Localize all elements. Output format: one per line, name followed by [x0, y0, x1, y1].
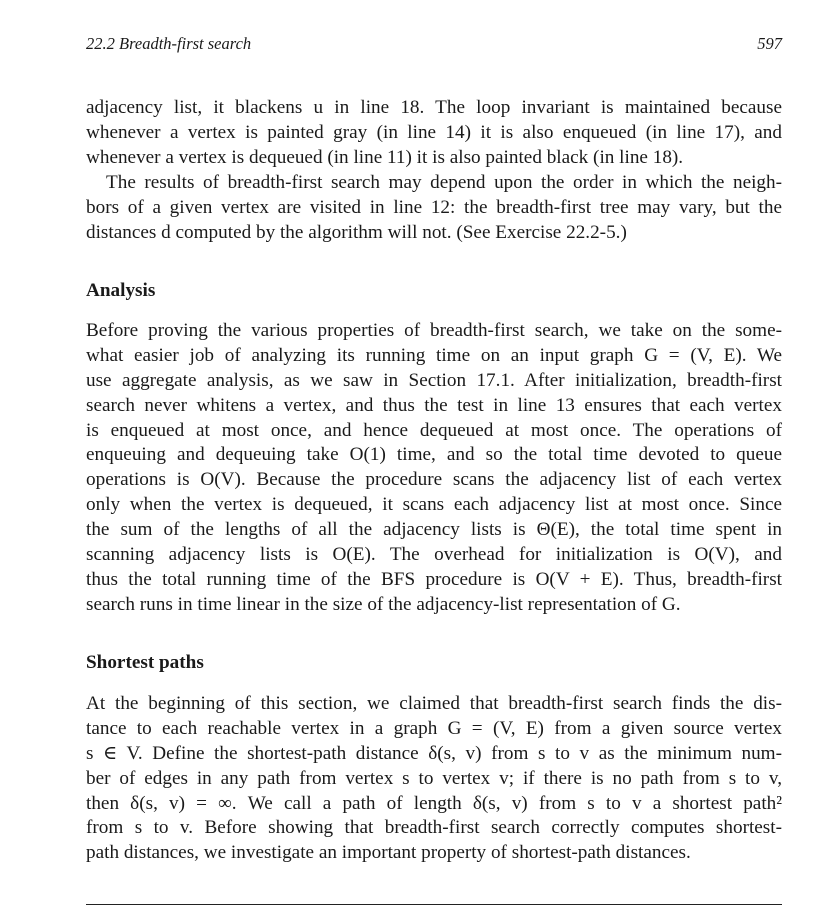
text-line: The results of breadth-first search may depend upon the order in which the neigh-	[106, 172, 782, 193]
text-line: s ∈ V. Define the shortest-path distance δ(s, v) from s to v as the minimum num-	[86, 742, 782, 764]
book-page	[86, 0, 782, 920]
paragraph-analysis	[86, 319, 782, 618]
text-line: search runs in time linear in the size of the adjacency-list representation of G.	[86, 593, 681, 615]
text-line: tance to each reachable vertex in a graph G = (V, E) from a given source vertex	[86, 717, 782, 739]
paragraph-shortest-paths	[86, 692, 782, 866]
text-line: use aggregate analysis, as we saw in Section 17.1. After initialization, breadth-first	[86, 369, 782, 391]
text-line: the sum of the lengths of all the adjacency lists is Θ(E), the total time spent in	[86, 519, 782, 541]
heading-shortest-paths: Shortest paths	[86, 652, 204, 673]
section-title: 22.2 Breadth-first search	[86, 34, 252, 53]
text-line: then δ(s, v) = ∞. We call a path of length δ(s, v) from s to v a shortest path²	[86, 792, 782, 814]
text-line: scanning adjacency lists is O(E). The overhead for initialization is O(V), and	[86, 544, 782, 566]
text-line: search never whitens a vertex, and thus the test in line 13 ensures that each vertex	[86, 394, 782, 416]
footnote-rule	[86, 904, 782, 905]
text-line: adjacency list, it blackens u in line 18. The loop invariant is maintained because	[86, 97, 782, 118]
text-line: thus the total running time of the BFS procedure is O(V + E). Thus, breadth-first	[86, 568, 782, 590]
text-line: path distances, we investigate an important property of shortest-path distances.	[86, 842, 691, 864]
heading-analysis: Analysis	[86, 280, 156, 301]
text-line: bors of a given vertex are visited in line 12: the breadth-first tree may vary, but the	[86, 196, 782, 218]
text-line: what easier job of analyzing its running time on an input graph G = (V, E). We	[86, 344, 782, 366]
paragraph-loop-invariant	[86, 96, 782, 171]
running-head	[86, 34, 782, 56]
page-number: 597	[757, 34, 782, 53]
text-line: whenever a vertex is dequeued (in line 11) it is also painted black (in line 18).	[86, 146, 684, 168]
text-line: At the beginning of this section, we claimed that breadth-first search finds the dis-	[86, 693, 782, 714]
text-line: distances d computed by the algorithm will not. (See Exercise 22.2-5.)	[86, 221, 627, 243]
text-line: is enqueued at most once, and hence dequeued at most once. The operations of	[86, 419, 782, 441]
text-line: enqueuing and dequeuing take O(1) time, and so the total time devoted to queue	[86, 444, 782, 466]
text-line: operations is O(V). Because the procedure scans the adjacency list of each vertex	[86, 469, 782, 491]
text-line: only when the vertex is dequeued, it scans each adjacency list at most once. Since	[86, 494, 782, 516]
text-line: ber of edges in any path from vertex s to vertex v; if there is no path from s to v,	[86, 767, 782, 789]
text-line: from s to v. Before showing that breadth-first search correctly computes shortest-	[86, 817, 782, 839]
text-line: Before proving the various properties of breadth-first search, we take on the some-	[86, 320, 782, 341]
paragraph-results-order	[86, 171, 782, 246]
text-line: whenever a vertex is painted gray (in line 14) it is also enqueued (in line 17), and	[86, 121, 782, 143]
